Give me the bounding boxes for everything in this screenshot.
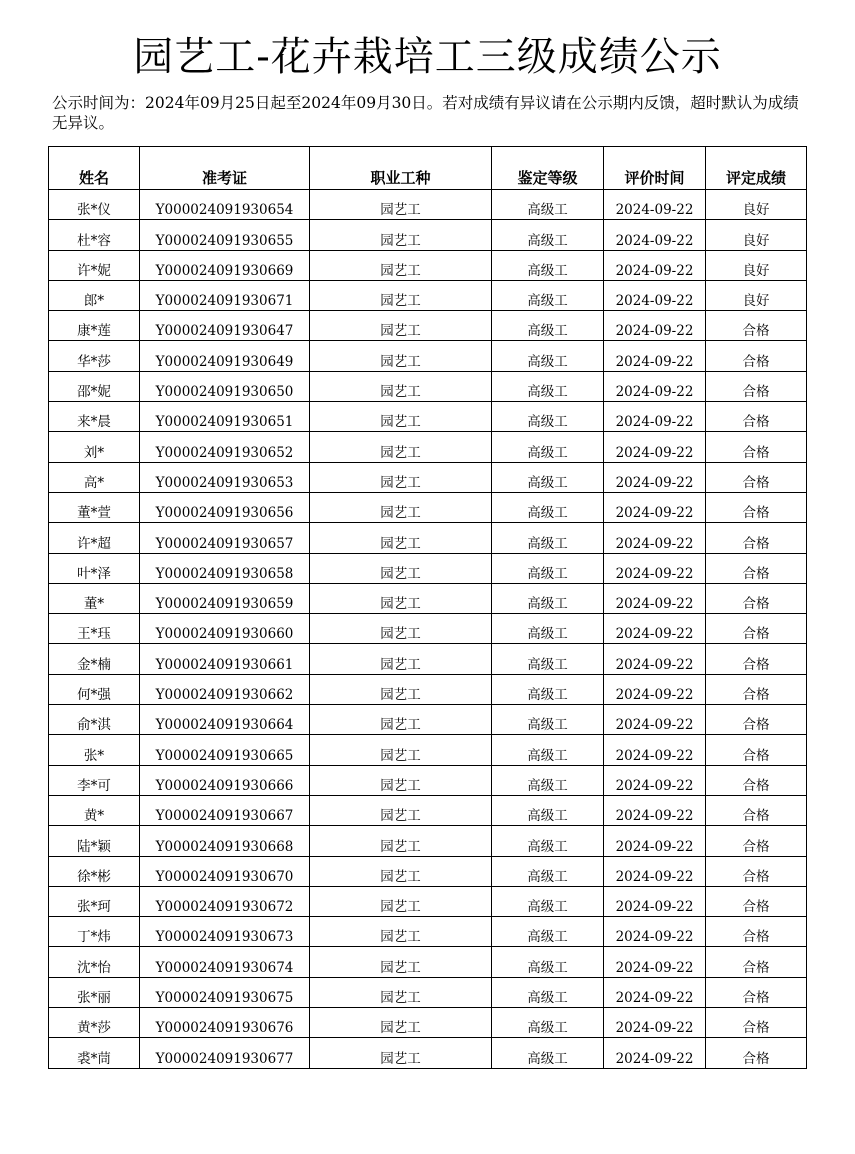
cell-result: 合格 [706, 371, 807, 401]
table-row [49, 917, 807, 947]
cell-result: 合格 [706, 1008, 807, 1038]
table-row [49, 765, 807, 795]
cell-eval-date: 2024-09-22 [604, 644, 706, 674]
cell-eval-date: 2024-09-22 [604, 311, 706, 341]
cell-name: 黄* [49, 795, 140, 825]
cell-occupation: 园艺工 [310, 977, 492, 1007]
cell-result: 合格 [706, 735, 807, 765]
score-table [48, 146, 807, 1069]
cell-result: 合格 [706, 856, 807, 886]
cell-exam-id: Y000024091930657 [140, 523, 310, 553]
cell-occupation: 园艺工 [310, 674, 492, 704]
table-header-row [49, 147, 807, 190]
cell-name: 高* [49, 462, 140, 492]
cell-level: 高级工 [492, 674, 604, 704]
cell-result: 合格 [706, 311, 807, 341]
cell-occupation: 园艺工 [310, 886, 492, 916]
cell-exam-id: Y000024091930674 [140, 947, 310, 977]
table-row [49, 492, 807, 522]
cell-level: 高级工 [492, 280, 604, 310]
cell-level: 高级工 [492, 947, 604, 977]
cell-exam-id: Y000024091930659 [140, 583, 310, 613]
cell-eval-date: 2024-09-22 [604, 1038, 706, 1068]
cell-exam-id: Y000024091930654 [140, 190, 310, 220]
cell-name: 黄*莎 [49, 1008, 140, 1038]
cell-eval-date: 2024-09-22 [604, 795, 706, 825]
table-row [49, 371, 807, 401]
cell-name: 张* [49, 735, 140, 765]
cell-result: 合格 [706, 886, 807, 916]
cell-result: 良好 [706, 190, 807, 220]
cell-name: 金*楠 [49, 644, 140, 674]
cell-result: 良好 [706, 280, 807, 310]
cell-exam-id: Y000024091930658 [140, 553, 310, 583]
cell-eval-date: 2024-09-22 [604, 583, 706, 613]
cell-eval-date: 2024-09-22 [604, 735, 706, 765]
table-row [49, 856, 807, 886]
table-row [49, 341, 807, 371]
table-row [49, 220, 807, 250]
table-row [49, 644, 807, 674]
cell-eval-date: 2024-09-22 [604, 341, 706, 371]
cell-name: 张*仪 [49, 190, 140, 220]
table-row [49, 523, 807, 553]
table-row [49, 432, 807, 462]
cell-occupation: 园艺工 [310, 644, 492, 674]
cell-eval-date: 2024-09-22 [604, 220, 706, 250]
cell-level: 高级工 [492, 977, 604, 1007]
cell-exam-id: Y000024091930665 [140, 735, 310, 765]
cell-level: 高级工 [492, 583, 604, 613]
cell-eval-date: 2024-09-22 [604, 402, 706, 432]
header-exam-id: 准考证 [140, 147, 310, 190]
table-row [49, 735, 807, 765]
cell-result: 良好 [706, 220, 807, 250]
cell-occupation: 园艺工 [310, 341, 492, 371]
table-row [49, 674, 807, 704]
cell-occupation: 园艺工 [310, 371, 492, 401]
cell-result: 合格 [706, 795, 807, 825]
page-title: 园艺工-花卉栽培工三级成绩公示 [133, 34, 722, 80]
cell-result: 合格 [706, 705, 807, 735]
cell-result: 合格 [706, 583, 807, 613]
header-level: 鉴定等级 [492, 147, 604, 190]
cell-exam-id: Y000024091930666 [140, 765, 310, 795]
cell-eval-date: 2024-09-22 [604, 553, 706, 583]
header-eval-date: 评价时间 [604, 147, 706, 190]
cell-level: 高级工 [492, 462, 604, 492]
table-body [49, 190, 807, 1069]
cell-exam-id: Y000024091930670 [140, 856, 310, 886]
cell-eval-date: 2024-09-22 [604, 705, 706, 735]
cell-eval-date: 2024-09-22 [604, 523, 706, 553]
cell-result: 合格 [706, 492, 807, 522]
publicity-notice: 公示时间为：2024年09月25日起至2024年09月30日。若对成绩有异议请在公示期内反馈，超时默认为成绩无异议。 [52, 94, 799, 132]
cell-exam-id: Y000024091930677 [140, 1038, 310, 1068]
cell-occupation: 园艺工 [310, 614, 492, 644]
cell-level: 高级工 [492, 553, 604, 583]
cell-name: 邵*妮 [49, 371, 140, 401]
table-row [49, 553, 807, 583]
cell-exam-id: Y000024091930669 [140, 250, 310, 280]
cell-exam-id: Y000024091930656 [140, 492, 310, 522]
cell-level: 高级工 [492, 856, 604, 886]
cell-eval-date: 2024-09-22 [604, 917, 706, 947]
cell-occupation: 园艺工 [310, 190, 492, 220]
cell-eval-date: 2024-09-22 [604, 614, 706, 644]
cell-name: 王*珏 [49, 614, 140, 644]
cell-exam-id: Y000024091930672 [140, 886, 310, 916]
cell-occupation: 园艺工 [310, 917, 492, 947]
cell-result: 合格 [706, 826, 807, 856]
cell-occupation: 园艺工 [310, 735, 492, 765]
cell-level: 高级工 [492, 735, 604, 765]
cell-level: 高级工 [492, 432, 604, 462]
cell-level: 高级工 [492, 250, 604, 280]
cell-exam-id: Y000024091930660 [140, 614, 310, 644]
cell-name: 徐*彬 [49, 856, 140, 886]
cell-result: 良好 [706, 250, 807, 280]
table-row [49, 977, 807, 1007]
table-row [49, 280, 807, 310]
table-row [49, 886, 807, 916]
cell-eval-date: 2024-09-22 [604, 674, 706, 704]
cell-occupation: 园艺工 [310, 250, 492, 280]
cell-result: 合格 [706, 947, 807, 977]
cell-level: 高级工 [492, 1008, 604, 1038]
cell-name: 叶*泽 [49, 553, 140, 583]
cell-result: 合格 [706, 674, 807, 704]
header-result: 评定成绩 [706, 147, 807, 190]
cell-result: 合格 [706, 402, 807, 432]
cell-exam-id: Y000024091930650 [140, 371, 310, 401]
cell-name: 许*超 [49, 523, 140, 553]
table-row [49, 311, 807, 341]
cell-name: 何*强 [49, 674, 140, 704]
header-name: 姓名 [49, 147, 140, 190]
table-row [49, 402, 807, 432]
cell-exam-id: Y000024091930673 [140, 917, 310, 947]
cell-name: 俞*淇 [49, 705, 140, 735]
cell-occupation: 园艺工 [310, 220, 492, 250]
cell-name: 康*莲 [49, 311, 140, 341]
cell-name: 陆*颖 [49, 826, 140, 856]
cell-occupation: 园艺工 [310, 553, 492, 583]
cell-occupation: 园艺工 [310, 583, 492, 613]
cell-level: 高级工 [492, 917, 604, 947]
cell-exam-id: Y000024091930667 [140, 795, 310, 825]
cell-level: 高级工 [492, 402, 604, 432]
cell-eval-date: 2024-09-22 [604, 856, 706, 886]
cell-exam-id: Y000024091930647 [140, 311, 310, 341]
cell-exam-id: Y000024091930676 [140, 1008, 310, 1038]
cell-level: 高级工 [492, 492, 604, 522]
table-row [49, 947, 807, 977]
cell-result: 合格 [706, 614, 807, 644]
cell-eval-date: 2024-09-22 [604, 432, 706, 462]
cell-name: 沈*怡 [49, 947, 140, 977]
cell-result: 合格 [706, 523, 807, 553]
cell-result: 合格 [706, 462, 807, 492]
cell-exam-id: Y000024091930664 [140, 705, 310, 735]
cell-name: 张*丽 [49, 977, 140, 1007]
cell-exam-id: Y000024091930652 [140, 432, 310, 462]
cell-name: 张*珂 [49, 886, 140, 916]
cell-level: 高级工 [492, 795, 604, 825]
cell-occupation: 园艺工 [310, 765, 492, 795]
cell-eval-date: 2024-09-22 [604, 280, 706, 310]
cell-exam-id: Y000024091930668 [140, 826, 310, 856]
cell-level: 高级工 [492, 371, 604, 401]
cell-occupation: 园艺工 [310, 432, 492, 462]
cell-eval-date: 2024-09-22 [604, 250, 706, 280]
cell-eval-date: 2024-09-22 [604, 190, 706, 220]
cell-name: 郎* [49, 280, 140, 310]
cell-level: 高级工 [492, 886, 604, 916]
cell-level: 高级工 [492, 826, 604, 856]
cell-name: 刘* [49, 432, 140, 462]
cell-name: 董* [49, 583, 140, 613]
table-row [49, 250, 807, 280]
table-row [49, 1008, 807, 1038]
cell-occupation: 园艺工 [310, 705, 492, 735]
table-row [49, 826, 807, 856]
cell-eval-date: 2024-09-22 [604, 492, 706, 522]
cell-name: 李*可 [49, 765, 140, 795]
cell-level: 高级工 [492, 644, 604, 674]
cell-occupation: 园艺工 [310, 1038, 492, 1068]
cell-level: 高级工 [492, 614, 604, 644]
table-row [49, 795, 807, 825]
cell-eval-date: 2024-09-22 [604, 765, 706, 795]
cell-occupation: 园艺工 [310, 856, 492, 886]
cell-name: 杜*容 [49, 220, 140, 250]
table-row [49, 190, 807, 220]
cell-exam-id: Y000024091930655 [140, 220, 310, 250]
cell-exam-id: Y000024091930651 [140, 402, 310, 432]
cell-level: 高级工 [492, 523, 604, 553]
cell-eval-date: 2024-09-22 [604, 886, 706, 916]
cell-name: 许*妮 [49, 250, 140, 280]
cell-result: 合格 [706, 644, 807, 674]
table-row [49, 583, 807, 613]
cell-exam-id: Y000024091930662 [140, 674, 310, 704]
cell-eval-date: 2024-09-22 [604, 977, 706, 1007]
cell-exam-id: Y000024091930649 [140, 341, 310, 371]
cell-level: 高级工 [492, 311, 604, 341]
cell-level: 高级工 [492, 190, 604, 220]
table-row [49, 1038, 807, 1068]
cell-level: 高级工 [492, 705, 604, 735]
cell-level: 高级工 [492, 341, 604, 371]
cell-eval-date: 2024-09-22 [604, 1008, 706, 1038]
cell-occupation: 园艺工 [310, 523, 492, 553]
cell-occupation: 园艺工 [310, 280, 492, 310]
cell-result: 合格 [706, 432, 807, 462]
cell-exam-id: Y000024091930653 [140, 462, 310, 492]
header-occupation: 职业工种 [310, 147, 492, 190]
cell-result: 合格 [706, 917, 807, 947]
cell-result: 合格 [706, 553, 807, 583]
cell-occupation: 园艺工 [310, 402, 492, 432]
cell-eval-date: 2024-09-22 [604, 371, 706, 401]
cell-result: 合格 [706, 1038, 807, 1068]
cell-occupation: 园艺工 [310, 1008, 492, 1038]
cell-eval-date: 2024-09-22 [604, 947, 706, 977]
table-row [49, 705, 807, 735]
cell-result: 合格 [706, 765, 807, 795]
cell-exam-id: Y000024091930675 [140, 977, 310, 1007]
table-row [49, 614, 807, 644]
cell-name: 董*萱 [49, 492, 140, 522]
cell-occupation: 园艺工 [310, 795, 492, 825]
table-row [49, 462, 807, 492]
cell-name: 裘*茼 [49, 1038, 140, 1068]
cell-level: 高级工 [492, 1038, 604, 1068]
cell-occupation: 园艺工 [310, 947, 492, 977]
cell-name: 华*莎 [49, 341, 140, 371]
cell-occupation: 园艺工 [310, 492, 492, 522]
cell-exam-id: Y000024091930671 [140, 280, 310, 310]
cell-result: 合格 [706, 977, 807, 1007]
cell-occupation: 园艺工 [310, 311, 492, 341]
cell-exam-id: Y000024091930661 [140, 644, 310, 674]
cell-occupation: 园艺工 [310, 462, 492, 492]
cell-level: 高级工 [492, 220, 604, 250]
cell-eval-date: 2024-09-22 [604, 462, 706, 492]
cell-level: 高级工 [492, 765, 604, 795]
cell-name: 来*晨 [49, 402, 140, 432]
cell-result: 合格 [706, 341, 807, 371]
cell-eval-date: 2024-09-22 [604, 826, 706, 856]
cell-name: 丁*炜 [49, 917, 140, 947]
cell-occupation: 园艺工 [310, 826, 492, 856]
